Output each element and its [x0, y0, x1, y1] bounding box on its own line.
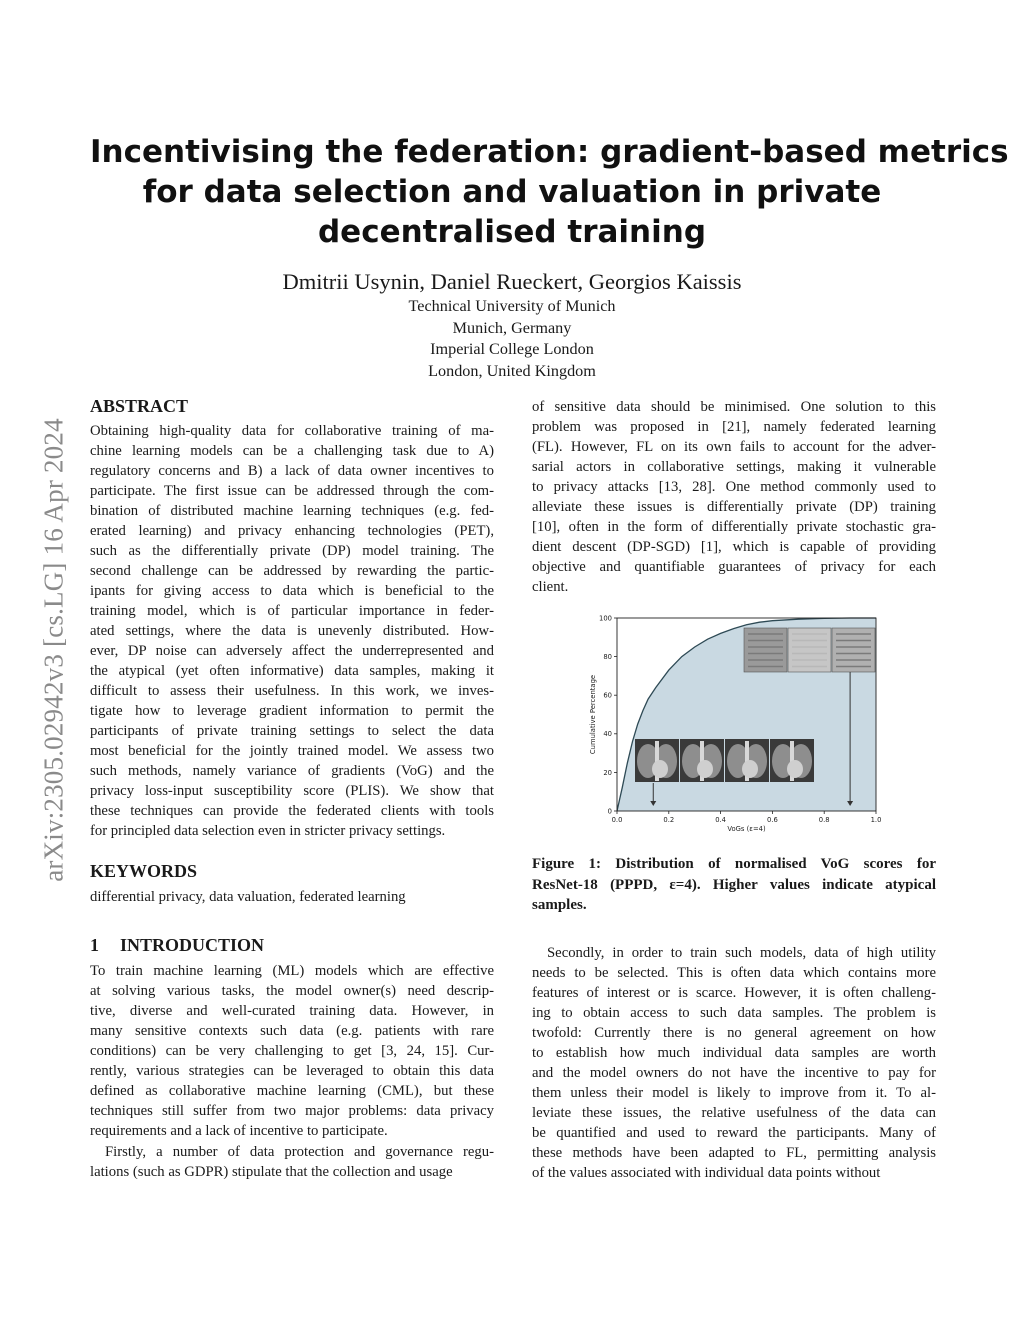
text-line: ever, DP noise can adversely affect the underrepresented and	[90, 643, 494, 659]
title-line: Incentivising the federation: gradient-based metrics	[90, 134, 1009, 170]
text-line: such methods, namely variance of gradients (VoG) and the	[90, 763, 494, 779]
text-line: Obtaining high-quality data for collaborative training of ma-	[90, 423, 494, 439]
text-line: Firstly, a number of data protection and governance regu-	[105, 1144, 494, 1160]
arxiv-watermark: arXiv:2305.02942v3 [cs.LG] 16 Apr 2024	[38, 418, 69, 882]
text-line: be quantified and used to reward the participants. Many of	[532, 1125, 936, 1141]
text-line: the atypical (yet often informative) data samples, making it	[90, 663, 494, 679]
x-tick-label: 0.2	[663, 816, 675, 824]
text-line: problem was proposed in [21], namely federated learning	[532, 419, 936, 435]
text-line: chine learning models can be a challenging task due to A)	[90, 443, 494, 459]
text-line: tigate how to leverage gradient information to permit the	[90, 703, 494, 719]
text-line: leviate these issues, the relative usefulness of the data can	[532, 1105, 936, 1121]
text-line: lations (such as GDPR) stipulate that the collection and usage	[90, 1164, 453, 1180]
keywords-text	[90, 887, 494, 907]
section-title: INTRODUCTION	[120, 935, 265, 955]
authors: Dmitrii Usynin, Daniel Rueckert, Georgios Kaissis	[282, 269, 742, 294]
text-line: Secondly, in order to train such models, data of high utility	[547, 945, 936, 961]
affiliation-line: London, United Kingdom	[428, 361, 596, 380]
y-tick-label: 40	[603, 730, 612, 739]
y-tick-label: 20	[603, 768, 612, 777]
text-line: participate. The first issue can be addressed through the com-	[90, 483, 494, 499]
text-line: these techniques can provide the federated clients with tools	[90, 803, 494, 819]
text-line: objective and quantifiable guarantees of privacy for each	[532, 559, 936, 575]
caption-line: Figure 1: Distribution of normalised VoG scores for	[532, 856, 936, 872]
affiliations	[90, 296, 934, 382]
introduction-heading	[90, 934, 264, 956]
text-line: rently, various strategies can be leveraged to obtain this data	[90, 1063, 494, 1079]
text-line: to establish how much individual data samples are worth	[532, 1045, 936, 1061]
text-line: needs to be selected. This is often data which contains more	[532, 965, 936, 981]
abstract-body	[90, 421, 494, 841]
text-line: conditions) can be very challenging to get [3, 24, 15]. Cur-	[90, 1043, 494, 1059]
text-line: second challenge can be addressed by rewarding the partic-	[90, 563, 494, 579]
text-line: requirements and a lack of incentive to participate.	[90, 1123, 388, 1139]
intro-paragraph-2	[90, 1142, 494, 1182]
text-line: such as the differentially private (DP) model training. The	[90, 543, 494, 559]
text-line: [10], often in the form of differentially private stochastic gra-	[532, 519, 936, 535]
text-line: ing to obtain access to such data samples. The problem is	[532, 1005, 936, 1021]
text-line: techniques still suffer from two major problems: data privacy	[90, 1103, 494, 1119]
xray-thumbnail	[635, 739, 679, 782]
text-line: them unless their model is likely to improve from it. To al-	[532, 1085, 936, 1101]
text-line: ated settings, where the data is unevenly distributed. How-	[90, 623, 494, 639]
text-line: defined as collaborative machine learning (CML), but these	[90, 1083, 494, 1099]
text-line: to privacy attacks [13, 28]. One method commonly used to	[532, 479, 936, 495]
x-tick-label: 0.0	[611, 816, 623, 824]
text-line: of sensitive data should be minimised. One solution to this	[532, 399, 936, 415]
y-tick-label: 60	[603, 691, 612, 700]
abstract-heading: ABSTRACT	[90, 396, 189, 416]
right-paragraph-1	[532, 397, 936, 597]
keywords-heading: KEYWORDS	[90, 861, 198, 881]
text-line: sarial actors in collaborative settings, making it vulnerable	[532, 459, 936, 475]
text-line: alleviate these issues is differentially private (DP) training	[532, 499, 936, 515]
text-line: ipants for giving access to data which is beneficial to the	[90, 583, 494, 599]
y-tick-label: 80	[603, 653, 612, 661]
text-line: most beneficial for the jointly trained model. We assess two	[90, 743, 494, 759]
paper-title	[90, 132, 1009, 252]
text-line: training model, which is of particular importance in feder-	[90, 603, 494, 619]
text-line: for principled data selection even in stricter privacy settings.	[90, 823, 446, 839]
title-line: for data selection and valuation in private	[142, 174, 882, 210]
y-tick-label: 0	[607, 807, 612, 816]
caption-line: ResNet-18 (PPPD, ε=4). Higher values indicate atypical	[532, 876, 936, 893]
text-line: and the model owners do not have the incentive to pay for	[532, 1065, 936, 1081]
text-line: erated learning) and privacy enhancing technologies (PET),	[90, 523, 494, 539]
section-number: 1	[90, 935, 99, 955]
text-line: features of interest or is scarce. However, it is often challeng-	[532, 985, 936, 1001]
text-line: these methods have been adapted to FL, permitting analysis	[532, 1145, 936, 1161]
keywords-line: differential privacy, data valuation, federated learning	[90, 889, 406, 905]
text-line: dient descent (DP-SGD) [1], which is capable of providing	[532, 539, 936, 555]
text-line: privacy loss-input susceptibility score (PLIS). We show that	[90, 783, 494, 799]
x-tick-label: 1.0	[870, 816, 882, 824]
text-line: To train machine learning (ML) models which are effective	[90, 963, 494, 979]
intro-paragraph-1	[90, 961, 494, 1141]
text-line: twofold: Currently there is no general agreement on how	[532, 1025, 936, 1041]
atypical-sample-images	[744, 628, 875, 672]
vog-cdf-chart	[582, 608, 892, 840]
text-line: at solving various tasks, the model owner(s) need descrip-	[90, 983, 494, 999]
affiliation-line: Technical University of Munich	[408, 297, 616, 315]
x-tick-label: 0.6	[766, 816, 778, 824]
text-line: (FL). However, FL on its own fails to account for the adver-	[532, 439, 936, 455]
y-tick-label: 100	[599, 614, 612, 623]
text-line: bination of distributed machine learning techniques (e.g. fed-	[90, 503, 494, 519]
figure-1	[582, 608, 892, 845]
x-tick-label: 0.8	[818, 816, 830, 824]
text-line: many sensitive contexts such data (e.g. patients with rare	[90, 1023, 494, 1039]
text-line: client.	[532, 579, 569, 595]
xray-thumbnail	[770, 739, 814, 782]
xray-thumbnail	[725, 739, 769, 782]
x-axis-label: VoGs (ε=4)	[727, 825, 766, 833]
affiliation-line: Munich, Germany	[452, 318, 572, 337]
text-line: difficult to assess their usefulness. In this work, we inves-	[90, 683, 494, 699]
figure-caption	[532, 854, 936, 916]
right-paragraph-2	[532, 943, 936, 1183]
affiliation-line: Imperial College London	[430, 340, 594, 358]
xray-thumbnail	[680, 739, 724, 782]
y-axis-label: Cumulative Percentage	[589, 674, 597, 755]
text-line: participants of private training settings to select the data	[90, 723, 494, 739]
caption-line: samples.	[532, 897, 587, 913]
title-line: decentralised training	[317, 214, 707, 250]
text-line: of the values associated with individual data points without	[532, 1165, 881, 1181]
text-line: regulatory concerns and B) a lack of data owner incentives to	[90, 463, 494, 479]
text-line: tive, diverse and well-curated training data. However, in	[90, 1003, 494, 1019]
x-tick-label: 0.4	[715, 816, 727, 824]
